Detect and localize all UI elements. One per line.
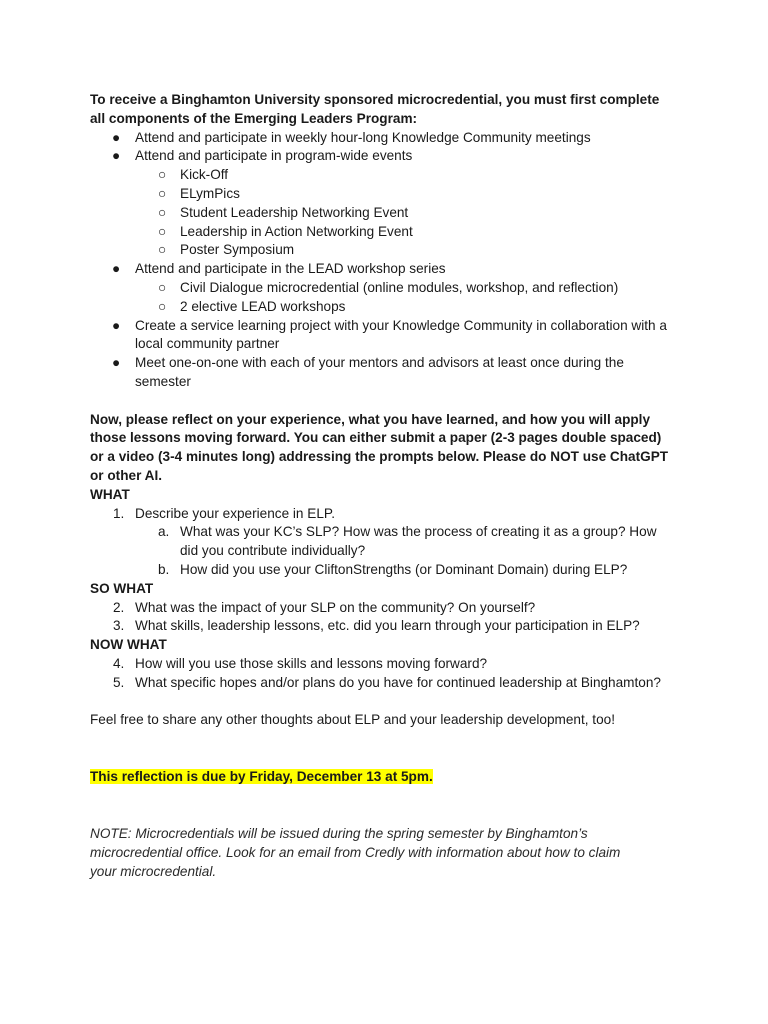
circle-bullet-icon: ○	[158, 204, 167, 220]
list-item: a. What was your KC’s SLP? How was the process of creating it as a group? How did you contribute individually?	[158, 524, 657, 559]
list-item: ● Attend and participate in the LEAD workshop series	[90, 260, 690, 279]
list-item: ○ ELymPics	[90, 185, 690, 204]
circle-bullet-icon: ○	[158, 185, 167, 201]
reflection-line-2: those lessons moving forward. You can either submit a paper (2-3 pages double spaced)	[90, 430, 662, 446]
list-item: ● Attend and participate in weekly hour-long Knowledge Community meetings	[90, 129, 690, 148]
document-page	[90, 91, 690, 882]
bullet-icon: ●	[112, 129, 121, 145]
list-item: ○ Leadership in Action Networking Event	[90, 223, 690, 242]
number-marker: 4.	[113, 655, 125, 671]
list-item: ● Meet one-on-one with each of your mentors and advisors at least once during the semester	[112, 355, 624, 389]
section-heading-so-what: SO WHAT	[90, 580, 154, 596]
circle-bullet-icon: ○	[158, 223, 167, 239]
due-date-notice	[90, 768, 690, 787]
list-item: 1. Describe your experience in ELP.	[90, 505, 690, 524]
number-marker: 3.	[113, 618, 125, 634]
list-item: 2. What was the impact of your SLP on the community? On yourself?	[90, 599, 690, 618]
reflection-line-3: or a video (3-4 minutes long) addressing the prompts below. Please do NOT use ChatGPT	[90, 449, 669, 465]
list-item: 3. What skills, leadership lessons, etc. did you learn through your participation in ELP?	[90, 617, 690, 636]
circle-bullet-icon: ○	[158, 242, 167, 258]
letter-marker: b.	[158, 561, 170, 577]
list-item: ○ Civil Dialogue microcredential (online modules, workshop, and reflection)	[90, 279, 690, 298]
list-item: 4. How will you use those skills and lessons moving forward?	[90, 655, 690, 674]
list-item: ○ Student Leadership Networking Event	[90, 204, 690, 223]
section-heading-now-what: NOW WHAT	[90, 637, 167, 653]
microcredential-note: NOTE: Microcredentials will be issued during the spring semester by Binghamton’s microcredential office. Look for an email from Credly with information about how to claim your microcredential.	[90, 826, 621, 880]
bullet-icon: ●	[112, 317, 121, 333]
list-item: ● Create a service learning project with your Knowledge Community in collaboration with a local community partner	[112, 317, 667, 352]
requirements-list	[90, 129, 690, 392]
intro-line-1: To receive a Binghamton University sponsored microcredential, you must first complete	[90, 92, 660, 107]
bullet-icon: ●	[112, 261, 121, 277]
bullet-icon: ●	[112, 355, 121, 371]
list-item: b. How did you use your CliftonStrengths (or Dominant Domain) during ELP?	[90, 561, 690, 580]
circle-bullet-icon: ○	[158, 167, 167, 183]
list-item: ○ Poster Symposium	[90, 241, 690, 260]
section-heading-what: WHAT	[90, 486, 130, 502]
intro-line-2: all components of the Emerging Leaders Program:	[90, 110, 418, 126]
number-marker: 1.	[113, 505, 125, 521]
circle-bullet-icon: ○	[158, 298, 167, 314]
number-marker: 5.	[113, 674, 125, 690]
number-marker: 2.	[113, 599, 125, 615]
reflection-line-1: Now, please reflect on your experience, what you have learned, and how you will apply	[90, 411, 651, 427]
closing-text: Feel free to share any other thoughts about ELP and your leadership development, too!	[90, 712, 615, 728]
list-item: ○ 2 elective LEAD workshops	[90, 298, 690, 317]
list-item: ● Attend and participate in program-wide events	[90, 147, 690, 166]
reflection-line-4: or other AI.	[90, 467, 162, 483]
bullet-icon: ●	[112, 148, 121, 164]
circle-bullet-icon: ○	[158, 279, 167, 295]
letter-marker: a.	[158, 524, 170, 540]
due-date-highlight: This reflection is due by Friday, December 13 at 5pm.	[90, 768, 433, 784]
list-item: ○ Kick-Off	[90, 166, 690, 185]
list-item: 5. What specific hopes and/or plans do you have for continued leadership at Binghamton?	[90, 674, 690, 693]
